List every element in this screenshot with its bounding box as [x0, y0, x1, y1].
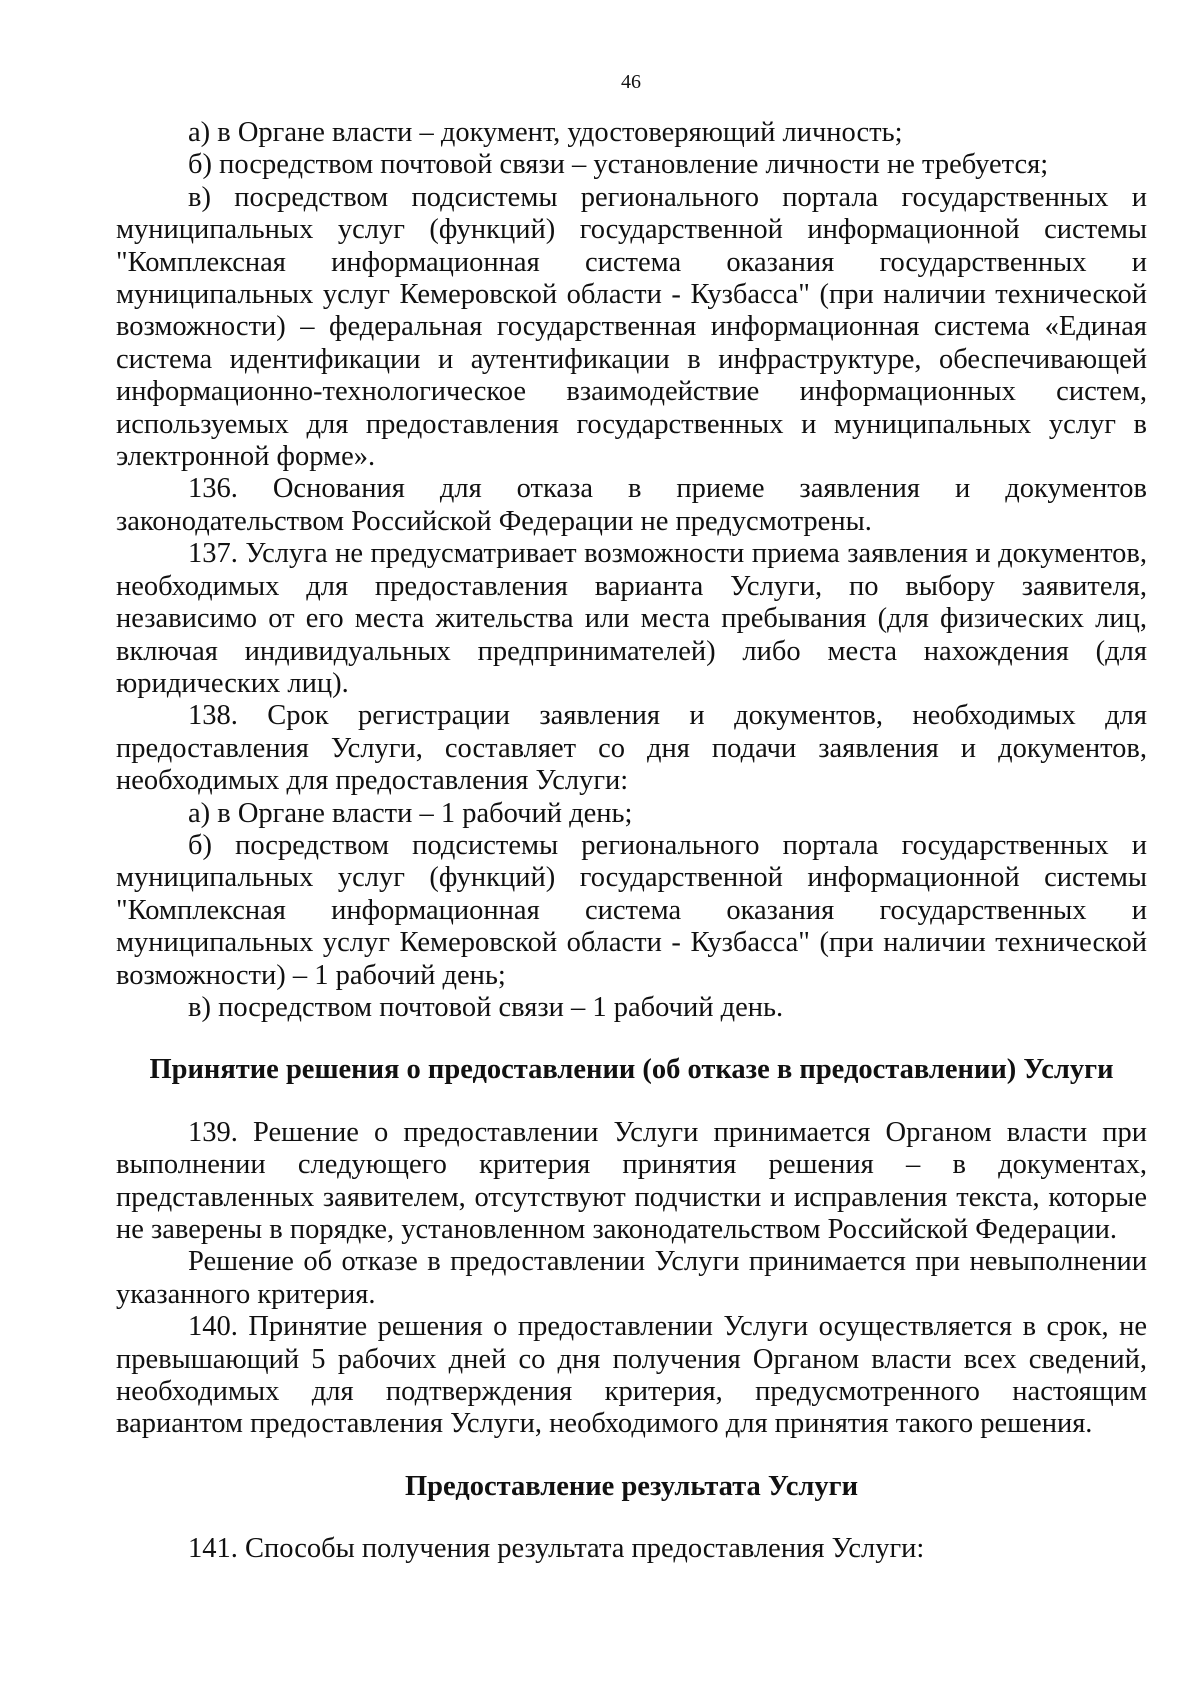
- paragraph-140: 140. Принятие решения о предоставлении Услуги осуществляется в срок, не превышающий 5 рабочих дней со дня получения Органом власти всех сведений, необходимых для подтверждения критерия, предусмотренного настоящим вариантом предоставления Услуги, необходимого для принятия такого решения.: [116, 1311, 1147, 1440]
- paragraph-136: 136. Основания для отказа в приеме заявления и документов законодательством Российской Федерации не предусмотрены.: [116, 473, 1147, 537]
- paragraph-refusal: Решение об отказе в предоставлении Услуги принимается при невыполнении указанного критерия.: [116, 1246, 1147, 1310]
- section-heading-result: Предоставление результата Услуги: [404, 1470, 859, 1502]
- paragraph-identity-post: б) посредством почтовой связи – установление личности не требуется;: [188, 149, 1049, 181]
- paragraph-138-a: а) в Органе власти – 1 рабочий день;: [188, 797, 633, 829]
- paragraph-141: 141. Способы получения результата предоставления Услуги:: [188, 1533, 925, 1565]
- paragraph-138: 138. Срок регистрации заявления и документов, необходимых для предоставления Услуги, составляет со дня подачи заявления и документов, необходимых для предоставления Услуги:: [116, 700, 1147, 797]
- paragraph-identity-portal: в) посредством подсистемы регионального портала государственных и муниципальных услуг (функций) государственной информационной системы "Комплексная информационная система оказания государственных и муниципальных услуг Кемеровской области - Кузбасса" (при наличии технической возможности) – федеральная государственная информационная система «Единая система идентификации и аутентификации в инфраструктуре, обеспечивающей информационно-технологическое взаимодействие информационных систем, используемых для предоставления государственных и муниципальных услуг в электронной форме».: [116, 181, 1147, 473]
- paragraph-138-c: в) посредством почтовой связи – 1 рабочий день.: [188, 991, 784, 1023]
- paragraph-138-b: б) посредством подсистемы регионального портала государственных и муниципальных услуг (функций) государственной информационной системы "Комплексная информационная система оказания государственных и муниципальных услуг Кемеровской области - Кузбасса" (при наличии технической возможности) – 1 рабочий день;: [116, 829, 1147, 991]
- page-number: 46: [621, 71, 641, 93]
- paragraph-139: 139. Решение о предоставлении Услуги принимается Органом власти при выполнении следующего критерия принятия решения – в документах, представленных заявителем, отсутствуют подчистки и исправления текста, которые не заверены в порядке, установленном законодательством Российской Федерации.: [116, 1116, 1147, 1245]
- paragraph-137: 137. Услуга не предусматривает возможности приема заявления и документов, необходимых для предоставления варианта Услуги, по выбору заявителя, независимо от его места жительства или места пребывания (для физических лиц, включая индивидуальных предпринимателей) либо места нахождения (для юридических лиц).: [116, 538, 1147, 699]
- document-body: [116, 117, 1147, 1566]
- section-heading-decision: Принятие решения о предоставлении (об отказе в предоставлении) Услуги: [149, 1054, 1114, 1086]
- paragraph-identity-authority: а) в Органе власти – документ, удостоверяющий личность;: [188, 117, 903, 148]
